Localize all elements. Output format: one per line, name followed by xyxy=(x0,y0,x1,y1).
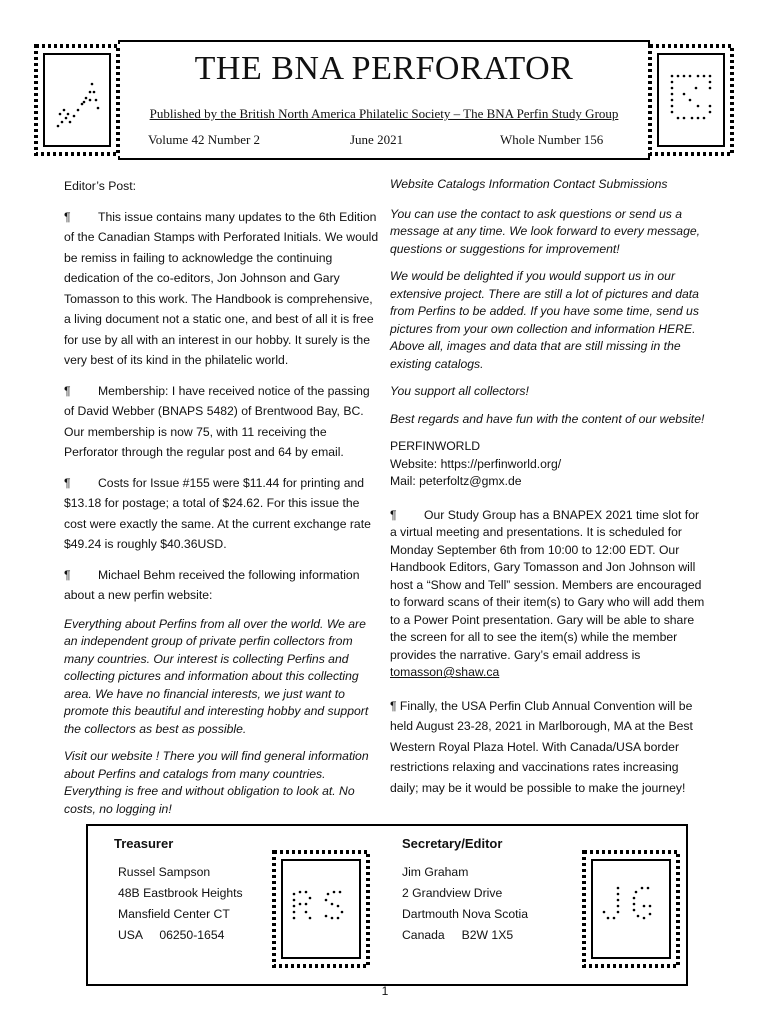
paragraph-membership xyxy=(64,381,380,463)
website-quote-collectors: You support all collectors! xyxy=(390,384,529,398)
website-quote-2: Visit our website ! There you will find general information about Perfins and catalogs from many countries. Everything is free and without obligation to look at. No costs, no logging in! xyxy=(64,749,369,816)
whole-number-label: Whole Number 156 xyxy=(500,132,604,147)
paragraph-text: Our Study Group has a BNAPEX 2021 time slot for a virtual meeting and presentations. It is scheduled for Monday September 6th from 10:00 to 12:00 EDT. Our Handbook Editors, Gary Tomasson and Jon Johnson will host a “Show and Tell” session. Members are encouraged to forward scans of their item(s) to Gary who will add them to a Power Point presentation. Gary will be able to share the screen for all to see the item(s) while the member provides the narrative. Gary’s email address is xyxy=(390,507,705,662)
treasurer-name: Russel Sampson xyxy=(118,865,211,879)
website-nav-heading: Website Catalogs Information Contact Submissions xyxy=(390,177,668,191)
treasurer-city: Mansfield Center CT xyxy=(118,907,230,921)
paragraph-costs xyxy=(64,473,380,555)
perfin-stamp-treasurer xyxy=(272,850,370,968)
secretary-city: Dartmouth Nova Scotia xyxy=(402,907,528,921)
perfinworld-mail[interactable]: Mail: peterfoltz@gmx.de xyxy=(390,474,522,488)
pilcrow: ¶ xyxy=(64,567,71,582)
right-column xyxy=(390,176,708,808)
paragraph-handbook xyxy=(64,207,380,371)
paragraph-text: Costs for Issue #155 were $11.44 for printing and $13.18 for postage; a total of $24.62. For this issue the cost were exactly the same. At the current exchange rate $49.24 is roughly $40.36USD. xyxy=(64,475,371,551)
secretary-heading: Secretary/Editor xyxy=(402,836,503,851)
perfinworld-contact xyxy=(390,438,708,491)
volume-label: Volume 42 Number 2 xyxy=(148,132,261,147)
secretary-country-postal: Canada B2W 1X5 xyxy=(402,928,514,942)
website-quote-1: Everything about Perfins from all over the world. We are an independent group of private perfin collectors from many countries. Our interest is collecting Perfins and collecting pictures and information about this collecting area. We have no financial interests, we just want to promote this beautiful and interesting hobby and support the collectors as best as possible. xyxy=(64,616,369,736)
paragraph-text: This issue contains many updates to the 6th Edition of the Canadian Stamps with Perforated Initials. We would be remiss in failing to acknowledge the continuing dedication of the co-editors, Jon Johnson and Gary Tomasson to this work. The Handbook is comprehensive, a living document not a static one, and best of all it is free for use by all with an interest in our hobby. It surely is the very best of its kind in the philatelic world. xyxy=(64,209,379,367)
perfin-stamp-left xyxy=(34,44,120,156)
paragraph-text: Michael Behm received the following information about a new perfin website: xyxy=(64,567,360,602)
pilcrow: ¶ xyxy=(64,209,71,224)
secretary-name: Jim Graham xyxy=(402,865,469,879)
left-column xyxy=(64,176,380,828)
paragraph-new-website xyxy=(64,565,380,606)
editors-post-heading: Editor’s Post: xyxy=(64,179,137,193)
perfin-stamp-right xyxy=(648,44,734,156)
pilcrow: ¶ xyxy=(64,475,71,490)
website-quote-support: We would be delighted if you would support us in our extensive project. There are still a lot of pictures and data from Perfins to be added. If you have some time, send us pictures from your own collection and information HERE. Above all, images and data that are still missing in the existing catalogs. xyxy=(390,269,699,371)
secretary-street: 2 Grandview Drive xyxy=(402,886,503,900)
treasurer-address xyxy=(118,862,243,946)
website-quote-contact: You can use the contact to ask questions or send us a message at any time. We look forward to every message, questions or suggestions for improvement! xyxy=(390,206,701,256)
secretary-address xyxy=(402,862,528,946)
perfinworld-website[interactable]: Website: https://perfinworld.org/ xyxy=(390,456,562,471)
issue-line xyxy=(120,132,648,150)
perfinworld-name: PERFINWORLD xyxy=(390,439,481,453)
newsletter-subtitle: Published by the British North America Philatelic Society – The BNA Perfin Study Group xyxy=(149,106,619,121)
pilcrow: ¶ xyxy=(64,383,71,398)
treasurer-country-postal: USA 06250-1654 xyxy=(118,928,225,942)
perfin-stamp-secretary xyxy=(582,850,680,968)
masthead xyxy=(118,40,650,160)
paragraph-usa-convention: ¶ Finally, the USA Perfin Club Annual Convention will be held August 23-28, 2021 in Marlborough, MA at the Best Western Royal Plaza Hotel. With Canada/USA border restrictions relaxing and vaccinations rates increasing daily; may be it would be possible to make the journey! xyxy=(390,698,693,795)
newsletter-title: THE BNA PERFORATOR xyxy=(194,50,574,87)
paragraph-text: Membership: I have received notice of the passing of David Webber (BNAPS 5482) of Brentwood Bay, BC. Our membership is now 75, with 11 receiving the Perforator through the regular post and 64 by email. xyxy=(64,383,370,459)
page-number: 1 xyxy=(381,984,389,998)
treasurer-street: 48B Eastbrook Heights xyxy=(118,886,243,900)
website-quote-regards: Best regards and have fun with the content of our website! xyxy=(390,411,705,426)
date-label: June 2021 xyxy=(350,132,404,147)
contact-box xyxy=(86,824,688,986)
pilcrow: ¶ xyxy=(390,507,397,522)
gary-email-link[interactable]: tomasson@shaw.ca xyxy=(390,665,500,679)
treasurer-heading: Treasurer xyxy=(114,836,174,851)
paragraph-study-group xyxy=(390,507,708,682)
